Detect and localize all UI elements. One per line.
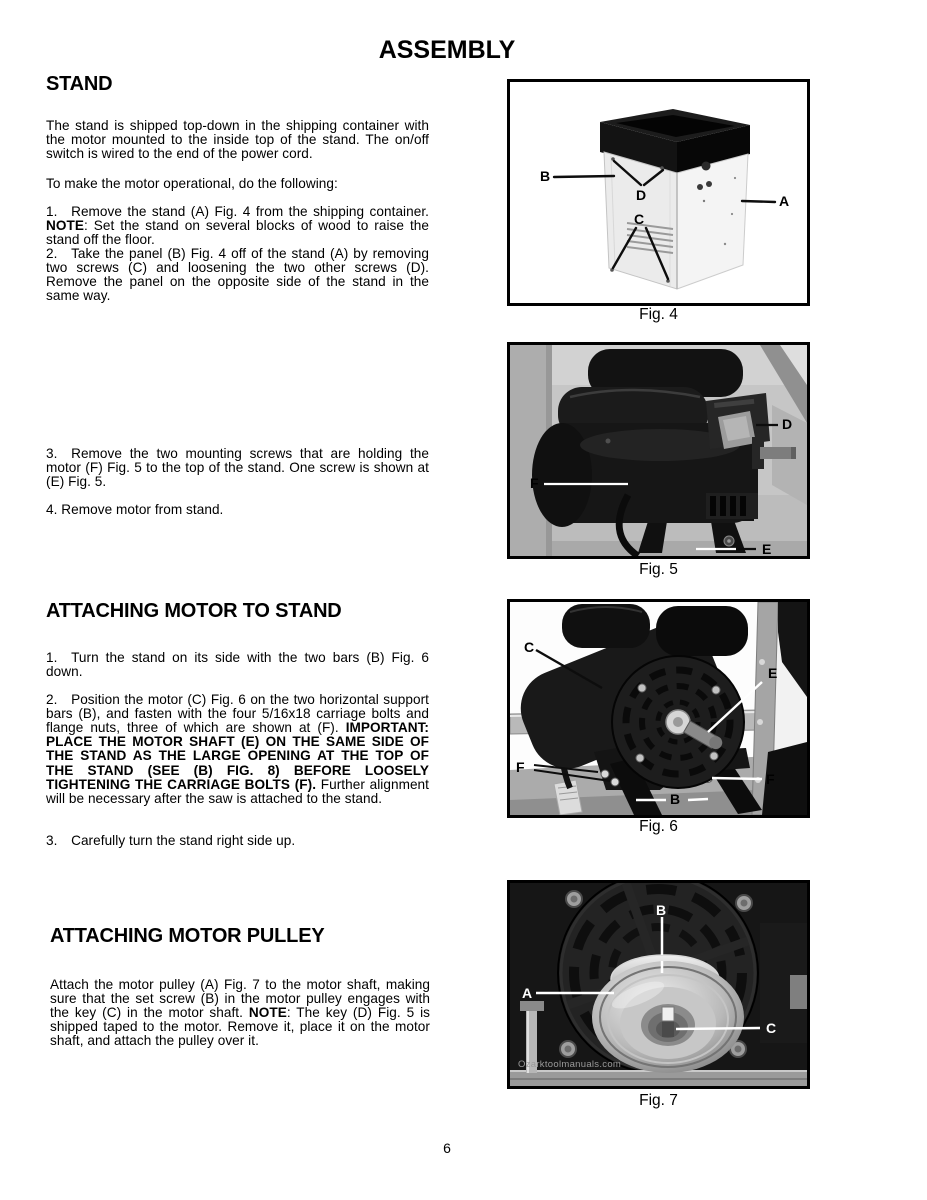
stand-intro-text: The stand is shipped top-down in the shipping container with the motor mounted to the inside top of the stand. The on/off switch is wired to the end of the power cord.	[46, 117, 429, 161]
stand-step1-note-text: : Set the stand on several blocks of wood to raise the stand off the floor.	[46, 217, 429, 247]
stand-lead-paragraph	[46, 177, 429, 191]
stand-step-1	[46, 205, 429, 248]
section-heading-attach-motor: ATTACHING MOTOR TO STAND	[46, 600, 342, 622]
motor-photo-drawing	[510, 345, 807, 556]
figure-6-label-f1: F	[516, 759, 525, 775]
figure-6-motor-on-stand-photo	[507, 599, 810, 818]
figure-5-label-d: D	[782, 416, 793, 432]
section-heading-stand: STAND	[46, 73, 113, 95]
figure-5-label-e: E	[762, 541, 772, 557]
attach-motor-step2-text: 2. Position the motor (C) Fig. 6 on the two horizontal support bars (B), and fasten with the four 5/16x18 carriage bolts and flange nuts, three of which are shown at (F).	[46, 691, 429, 735]
figure-7-watermark: Ozarktoolmanuals.com	[518, 1059, 622, 1070]
figure-4-label-b: B	[540, 168, 551, 184]
stand-step3-text: 3. Remove the two mounting screws that are holding the motor (F) Fig. 5 to the top of the stand. One screw is shown at (E) Fig. 5.	[46, 445, 429, 489]
figure-4-label-c: C	[634, 211, 645, 227]
stand-step-3	[46, 447, 429, 490]
stand-intro-paragraph	[46, 119, 429, 162]
attach-motor-step-3	[46, 834, 429, 848]
note-label: NOTE	[248, 1005, 287, 1020]
attach-motor-step3-text: 3. Carefully turn the stand right side up.	[46, 832, 296, 848]
stand-step2-text: 2. Take the panel (B) Fig. 4 off of the stand (A) by removing two screws (C) and loosening the two other screws (D). Remove the panel on the opposite side of the stand in the same way.	[46, 245, 429, 304]
motor-on-stand-drawing	[510, 602, 807, 815]
stand-step4-text: 4. Remove motor from stand.	[46, 501, 224, 517]
important-warning-text: IMPORTANT: PLACE THE MOTOR SHAFT (E) ON THE SAME SIDE OF THE STAND AS THE LARGE OPENING AT THE TOP OF THE STAND (SEE (B) FIG. 8) BEFORE LOOSELY TIGHTENING THE CARRIAGE BOLTS (F).	[46, 720, 429, 792]
figure-5-motor-photo	[507, 342, 810, 559]
figure-6-label-f2: F	[766, 771, 775, 787]
figure-4-label-a: A	[779, 193, 790, 209]
stand-step1-text: 1. Remove the stand (A) Fig. 4 from the shipping container.	[46, 203, 429, 219]
figure-6-label-e: E	[768, 665, 778, 681]
figure-5-caption: Fig. 5	[639, 561, 678, 578]
figure-7-pulley-photo	[507, 880, 810, 1089]
figure-4-label-d: D	[636, 187, 647, 203]
figure-5-label-f: F	[530, 475, 539, 491]
attach-pulley-note-text: : The key (D) Fig. 5 is shipped taped to the motor. Remove it, place it on the motor shaft, and attach the pulley over it.	[50, 1005, 430, 1049]
stand-lead-text: To make the motor operational, do the following:	[46, 175, 338, 191]
attach-pulley-text: Attach the motor pulley (A) Fig. 7 to the motor shaft, making sure that the set screw (B) in the motor pulley engages with the key (C) in the motor shaft.	[50, 976, 430, 1020]
stand-step-2	[46, 247, 429, 304]
stand-drawing	[510, 82, 807, 303]
attach-motor-step-1	[46, 651, 429, 679]
attach-motor-step1-text: 1. Turn the stand on its side with the two bars (B) Fig. 6 down.	[46, 649, 429, 679]
figure-7-label-a: A	[522, 985, 533, 1001]
figure-7-label-c: C	[766, 1020, 777, 1036]
figure-6-label-c: C	[524, 639, 535, 655]
attach-motor-step2-post-text: Further alignment will be necessary after the saw is attached to the stand.	[46, 776, 429, 807]
figure-4-caption: Fig. 4	[639, 306, 678, 323]
figure-6-label-b: B	[670, 791, 681, 807]
page-number: 6	[443, 1140, 451, 1156]
attach-pulley-paragraph	[50, 978, 430, 1049]
attach-motor-step-2	[46, 693, 429, 807]
section-heading-attach-pulley: ATTACHING MOTOR PULLEY	[50, 925, 325, 947]
figure-6-caption: Fig. 6	[639, 818, 678, 835]
figure-7-caption: Fig. 7	[639, 1092, 678, 1109]
note-label: NOTE	[46, 217, 84, 233]
stand-step-4	[46, 503, 429, 517]
figure-4-stand-illustration	[507, 79, 810, 306]
figure-7-label-b: B	[656, 902, 667, 918]
page-title: ASSEMBLY	[378, 36, 516, 64]
